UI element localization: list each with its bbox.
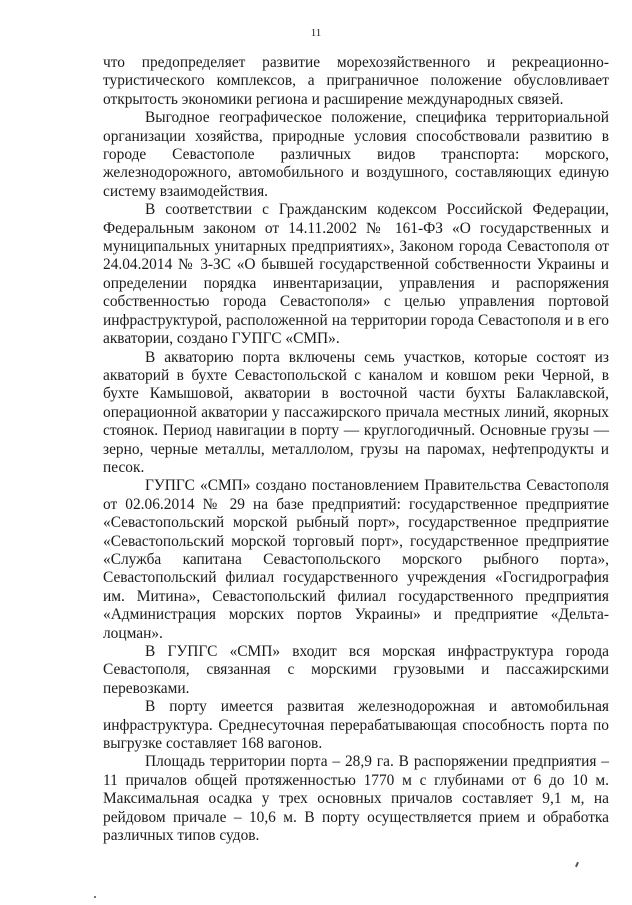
paragraph-infrastructure-scope: В ГУПГС «СМП» входит вся морская инфраструктура города Севастополя, связанная с морскими грузовыми и пассажирскими перевозками. bbox=[103, 643, 609, 697]
paragraph-rail-road: В порту имеется развитая железнодорожная и автомобильная инфраструктура. Среднесуточная перерабатывающая способность порта по выгрузке составляет 168 вагонов. bbox=[103, 698, 609, 753]
paragraph-continuation: что предопределяет развитие морехозяйственного и рекреационно-туристического комплексов, а приграничное положение обусловливает открытость экономики региона и расширение международных связей. bbox=[103, 54, 609, 108]
paragraph-geography: Выгодное географическое положение, специфика территориальной организации хозяйства, природные условия способствовали развитию в городе Севастополе различных видов транспорта: морского, железнодорожного, автомобильного и воздушного, составляющих единую систему взаимодействия. bbox=[103, 109, 609, 200]
scan-artifact-dot bbox=[94, 896, 96, 898]
page-number: 11 bbox=[310, 27, 322, 39]
paragraph-legal-basis: В соответствии с Гражданским кодексом Российской Федерации, Федеральным законом от 14.11.2002 № 161-ФЗ «О государственных и муниципальных унитарных предприятиях», Законом города Севастополя от 24.04.2014 № 3-ЗС «О бывшей государственной собственности Украины и определении порядка инвентаризации, управления и распоряжения собственностью города Севастополя» с целью управления портовой инфраструктурой, расположенной на территории города Севастополя и в его акватории, создано ГУПГС «СМП». bbox=[103, 201, 609, 348]
paragraph-port-waters: В акваторию порта включены семь участков, которые состоят из акваторий в бухте Севастопольской с каналом и ковшом реки Черной, в бухте Камышовой, акватории в восточной части бухты Балаклавской, операционной акватории у пассажирского причала местных линий, якорных стоянок. Период навигации в порту — круглогодичный. Основные грузы — зерно, черные металлы, металлолом, грузы на паромах, нефтепродукты и песок. bbox=[103, 348, 609, 476]
paragraph-port-area: Площадь территории порта – 28,9 га. В распоряжении предприятия – 11 причалов общей протяженностью 1770 м с глубинами от 6 до 10 м. Максимальная осадка у трех основных причалов составляет 9,1 м, на рейдовом причале – 10,6 м. В порту осуществляется прием и обработка различных типов судов. bbox=[103, 753, 609, 845]
paragraph-enterprise-founding: ГУПГС «СМП» создано постановлением Правительства Севастополя от 02.06.2014 № 29 на базе предприятий: государственное предприятие «Севастопольский морской рыбный порт», государственное предприятие «Севастопольский морской торговый порт», государственное предприятие «Служба капитана Севастопольского морского рыбного порта», Севастопольский филиал государственного учреждения «Госгидрография им. Митина», Севастопольский филиал государственного предприятия «Администрация морских портов Украины» и предприятие «Дельта-лоцман». bbox=[103, 477, 609, 642]
scan-artifact-mark bbox=[575, 862, 579, 867]
body-text bbox=[103, 54, 609, 845]
